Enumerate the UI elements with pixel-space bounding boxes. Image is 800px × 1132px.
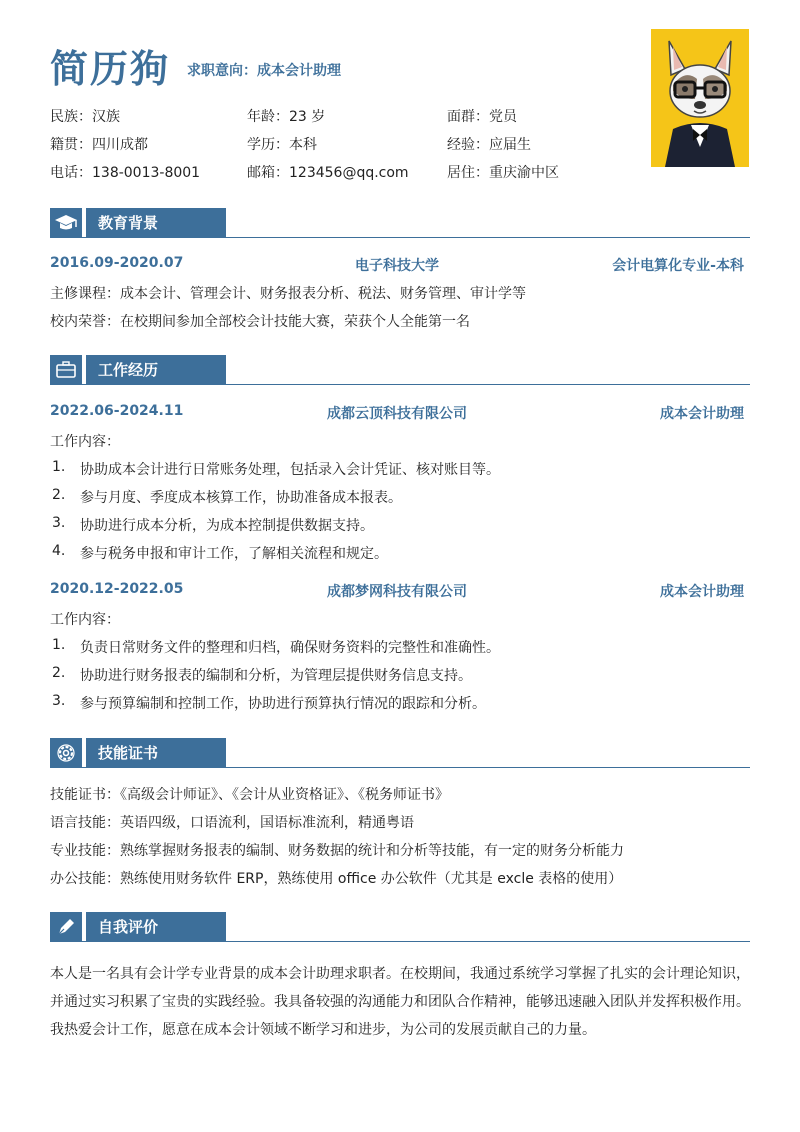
- section-divider: [50, 237, 750, 238]
- info-hometown: 籍贯：四川成都: [50, 137, 148, 153]
- work-title: 成本会计助理: [660, 584, 744, 600]
- info-age: 年龄：23 岁: [247, 109, 326, 125]
- skill-certificates: 技能证书：《高级会计师证》、《会计从业资格证》、《税务师证书》: [50, 787, 449, 803]
- list-item-number: 2.: [52, 487, 66, 503]
- list-item-number: 3.: [52, 515, 66, 531]
- list-item: 协助进行财务报表的编制和分析，为管理层提供财务信息支持。: [80, 668, 472, 684]
- work-date: 2022.06-2024.11: [50, 403, 184, 419]
- dog-avatar-icon: [651, 29, 749, 167]
- section-divider: [50, 384, 750, 385]
- work-content-label: 工作内容：: [50, 612, 120, 628]
- pen-icon: [50, 912, 82, 942]
- list-item-number: 1.: [52, 459, 66, 475]
- list-item: 参与月度、季度成本核算工作，协助准备成本报表。: [80, 490, 402, 506]
- section-title-work: 工作经历: [86, 355, 226, 385]
- work-company: 成都梦网科技有限公司: [327, 584, 467, 600]
- info-phone: 电话：138-0013-8001: [50, 165, 201, 181]
- section-title-skills: 技能证书: [86, 738, 226, 768]
- list-item: 参与税务申报和审计工作，了解相关流程和规定。: [80, 546, 388, 562]
- section-work: [50, 355, 750, 385]
- education-date: 2016.09-2020.07: [50, 255, 184, 271]
- profile-photo: [651, 29, 749, 167]
- education-school: 电子科技大学: [355, 258, 439, 274]
- list-item-number: 4.: [52, 543, 66, 559]
- list-item: 协助成本会计进行日常账务处理，包括录入会计凭证、核对账目等。: [80, 462, 500, 478]
- job-intent: 求职意向：成本会计助理: [187, 63, 341, 79]
- info-political: 面群：党员: [447, 109, 517, 125]
- list-item-number: 1.: [52, 637, 66, 653]
- info-email: 邮箱：123456@qq.com: [247, 165, 409, 181]
- info-residence: 居住：重庆渝中区: [447, 165, 559, 181]
- section-skills: [50, 738, 750, 768]
- skill-office: 办公技能：熟练使用财务软件 ERP，熟练使用 office 办公软件（尤其是 excle 表格的使用）: [50, 871, 623, 887]
- work-date: 2020.12-2022.05: [50, 581, 184, 597]
- list-item: 协助进行成本分析，为成本控制提供数据支持。: [80, 518, 374, 534]
- work-company: 成都云顶科技有限公司: [327, 406, 467, 422]
- list-item: 负责日常财务文件的整理和归档，确保财务资料的完整性和准确性。: [80, 640, 500, 656]
- list-item-number: 3.: [52, 693, 66, 709]
- skill-language: 语言技能：英语四级，口语流利，国语标准流利，精通粤语: [50, 815, 414, 831]
- work-title: 成本会计助理: [660, 406, 744, 422]
- section-education: [50, 208, 750, 238]
- section-divider: [50, 941, 750, 942]
- education-major: 会计电算化专业-本科: [612, 258, 744, 274]
- self-evaluation-text: 本人是一名具有会计学专业背景的成本会计助理求职者。在校期间，我通过系统学习掌握了扎实的会计理论知识，并通过实习积累了宝贵的实践经验。我具备较强的沟通能力和团队合作精神，能够迅速融入团队并发挥积极作用。我热爱会计工作，愿意在成本会计领域不断学习和进步，为公司的发展贡献自己的力量。: [50, 966, 750, 1038]
- section-self-eval: [50, 912, 750, 942]
- info-ethnicity: 民族：汉族: [50, 109, 120, 125]
- info-education: 学历：本科: [247, 137, 317, 153]
- work-content-label: 工作内容：: [50, 434, 120, 450]
- section-title-education: 教育背景: [86, 208, 226, 238]
- graduation-cap-icon: [50, 208, 82, 238]
- education-courses: 主修课程：成本会计、管理会计、财务报表分析、税法、财务管理、审计学等: [50, 286, 526, 302]
- work-entry-2: [50, 581, 744, 601]
- list-item-number: 2.: [52, 665, 66, 681]
- section-divider: [50, 767, 750, 768]
- list-item: 参与预算编制和控制工作，协助进行预算执行情况的跟踪和分析。: [80, 696, 486, 712]
- info-experience: 经验：应届生: [447, 137, 531, 153]
- education-entry: [50, 255, 744, 275]
- briefcase-icon: [50, 355, 82, 385]
- education-honors: 校内荣誉：在校期间参加全部校会计技能大赛，荣获个人全能第一名: [50, 314, 470, 330]
- gear-icon: [50, 738, 82, 768]
- candidate-name: 简历狗: [50, 47, 171, 91]
- skill-professional: 专业技能：熟练掌握财务报表的编制、财务数据的统计和分析等技能，有一定的财务分析能力: [50, 843, 624, 859]
- work-entry-1: [50, 403, 744, 423]
- section-title-self-eval: 自我评价: [86, 912, 226, 942]
